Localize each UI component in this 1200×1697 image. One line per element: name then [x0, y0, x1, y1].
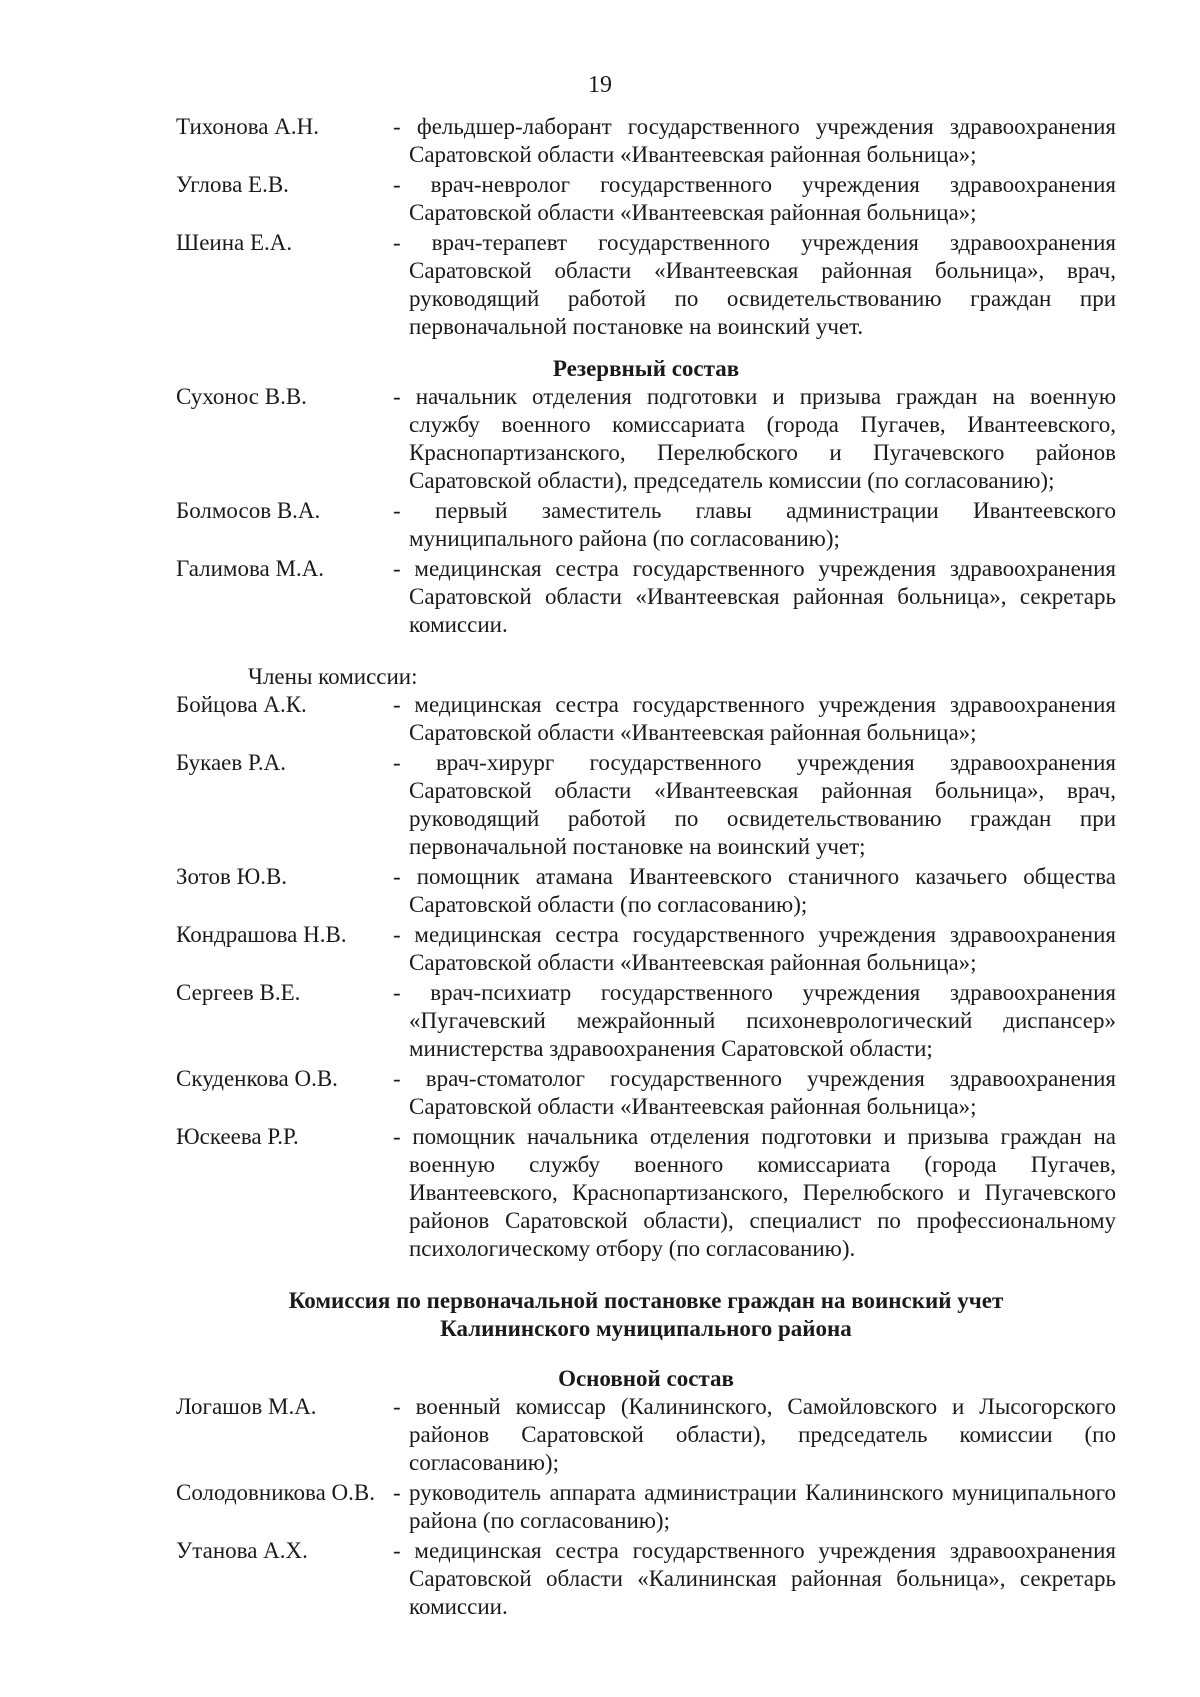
- member-name: Сергеев В.Е.: [176, 980, 301, 1005]
- member-position: - помощник начальника отделения подготовки и призыва граждан на военную службу военного комиссариата (города Пугачев, Ивантеевского, Краснопартизанского, Перелюбского и Пугачевского районов Саратовской области), специалист по профессиональному психологическому отбору (по согласованию).: [393, 1124, 1116, 1261]
- member-name: Солодовникова О.В.: [176, 1480, 376, 1505]
- member-entry: [176, 921, 1116, 977]
- document-content: [176, 113, 1116, 1623]
- member-position: - врач-стоматолог государственного учреждения здравоохранения Саратовской области «Ивантеевская районная больница»;: [393, 1066, 1116, 1119]
- main-composition-heading: Основной состав: [558, 1366, 734, 1391]
- member-entry: [176, 383, 1116, 495]
- member-entry: [176, 113, 1116, 169]
- member-name: Сухонос В.В.: [176, 384, 307, 409]
- member-position: - первый заместитель главы администрации Ивантеевского муниципального района (по согласованию);: [393, 498, 1116, 551]
- member-name: Зотов Ю.В.: [176, 864, 288, 889]
- member-position: - начальник отделения подготовки и призыва граждан на военную службу военного комиссариата (города Пугачев, Ивантеевского, Краснопартизанского, Перелюбского и Пугачевского районов Саратовской области), председатель комиссии (по согласованию);: [393, 384, 1116, 493]
- member-entry: [176, 863, 1116, 919]
- member-entry: [176, 1479, 1116, 1535]
- member-entry: [176, 171, 1116, 227]
- page-number: 19: [588, 72, 612, 98]
- member-position: - руководитель аппарата администрации Калининского муниципального района (по согласованию);: [393, 1480, 1116, 1533]
- member-name: Шеина Е.А.: [176, 230, 293, 255]
- member-position: - фельдшер-лаборант государственного учреждения здравоохранения Саратовской области «Ивантеевская районная больница»;: [393, 114, 1116, 167]
- member-entry: [176, 691, 1116, 747]
- member-position: - врач-терапевт государственного учреждения здравоохранения Саратовской области «Ивантеевская районная больница», врач, руководящий работой по освидетельствованию граждан при первоначальной постановке на воинский учет.: [393, 230, 1116, 339]
- member-position: - медицинская сестра государственного учреждения здравоохранения Саратовской области «Калининская районная больница», секретарь комиссии.: [393, 1538, 1116, 1619]
- member-name: Тихонова А.Н.: [176, 114, 319, 139]
- reserve-heading: Резервный состав: [552, 356, 740, 381]
- member-position: - врач-хирург государственного учреждения здравоохранения Саратовской области «Ивантеевская районная больница», врач, руководящий работой по освидетельствованию граждан при первоначальной постановке на воинский учет;: [393, 750, 1116, 859]
- member-list-main-ivanteevka: [176, 113, 1116, 341]
- member-name: Утанова А.Х.: [176, 1538, 308, 1563]
- member-position: - врач-психиатр государственного учреждения здравоохранения «Пугачевский межрайонный психоневрологический диспансер» министерства здравоохранения Саратовской области;: [393, 980, 1116, 1061]
- member-position: - военный комиссар (Калининского, Самойловского и Лысогорского районов Саратовской области), председатель комиссии (по согласованию);: [393, 1394, 1116, 1475]
- member-name: Болмосов В.А.: [176, 498, 321, 523]
- member-position: - медицинская сестра государственного учреждения здравоохранения Саратовской области «Ивантеевская районная больница»;: [393, 922, 1116, 975]
- member-position: - помощник атамана Ивантеевского станичного казачьего общества Саратовской области (по согласованию);: [393, 864, 1116, 917]
- commission-title-line2: Калининского муниципального района: [440, 1316, 852, 1341]
- member-entry: [176, 555, 1116, 639]
- member-entry: [176, 1065, 1116, 1121]
- member-name: Букаев Р.А.: [176, 750, 287, 775]
- members-heading: Члены комиссии:: [248, 664, 418, 689]
- member-name: Галимова М.А.: [176, 556, 325, 581]
- member-list-members: [176, 691, 1116, 1263]
- member-name: Юскеева Р.Р.: [176, 1124, 299, 1149]
- member-list-reserve: [176, 383, 1116, 639]
- member-name: Скуденкова О.В.: [176, 1066, 338, 1091]
- member-position: - врач-невролог государственного учреждения здравоохранения Саратовской области «Ивантеевская районная больница»;: [393, 172, 1116, 225]
- member-entry: [176, 1123, 1116, 1263]
- member-list-main-kalininsk: [176, 1393, 1116, 1621]
- member-name: Кондрашова Н.В.: [176, 922, 347, 947]
- member-name: Бойцова А.К.: [176, 692, 307, 717]
- member-position: - медицинская сестра государственного учреждения здравоохранения Саратовской области «Ивантеевская районная больница», секретарь комиссии.: [393, 556, 1116, 637]
- member-entry: [176, 229, 1116, 341]
- member-entry: [176, 979, 1116, 1063]
- member-name: Углова Е.В.: [176, 172, 289, 197]
- member-name: Логашов М.А.: [176, 1394, 317, 1419]
- member-entry: [176, 1537, 1116, 1621]
- member-position: - медицинская сестра государственного учреждения здравоохранения Саратовской области «Ивантеевская районная больница»;: [393, 692, 1116, 745]
- member-entry: [176, 497, 1116, 553]
- commission-title-line1: Комиссия по первоначальной постановке граждан на воинский учет: [288, 1288, 1004, 1313]
- member-entry: [176, 1393, 1116, 1477]
- member-entry: [176, 749, 1116, 861]
